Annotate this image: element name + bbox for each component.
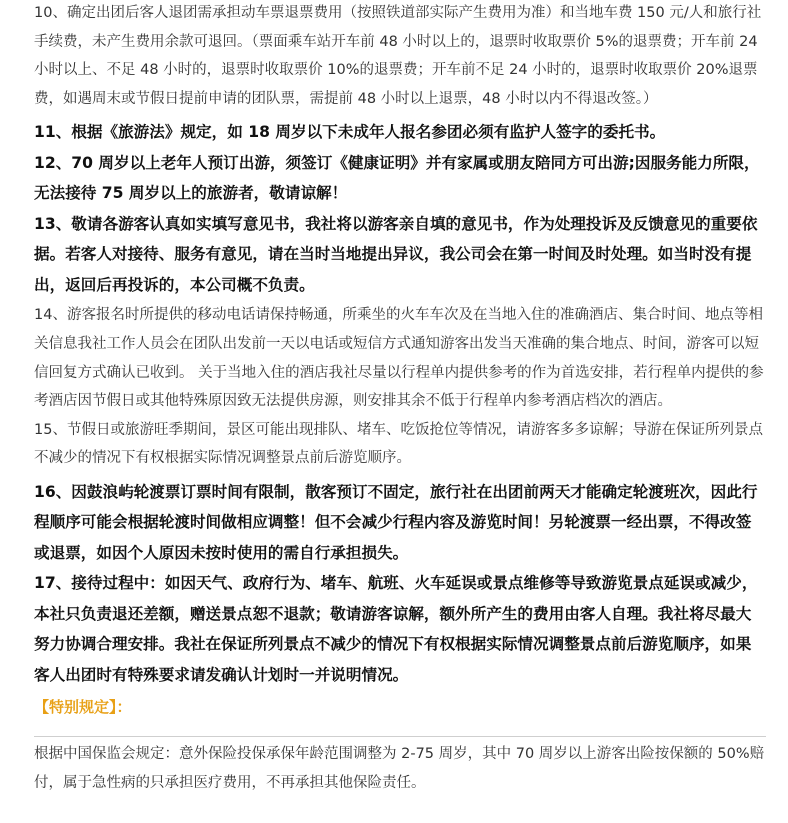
section-divider xyxy=(34,736,766,737)
clause-13: 13、敬请各游客认真如实填写意见书，我社将以游客亲自填的意见书，作为处理投诉及反馈意见的重要依据。若客人对接待、服务有意见，请在当时当地提出异议，我公司会在第一时间及时处理。如当时没有提出，返回后再投诉的，本公司概不负责。 xyxy=(34,214,758,294)
special-rules-heading: 【特别规定】： xyxy=(34,698,132,717)
clause-14: 14、游客报名时所提供的移动电话请保持畅通，所乘坐的火车车次及在当地入住的准确酒店、集合时间、地点等相关信息我社工作人员会在团队出发前一天以电话或短信方式通知游客出发当天准确的集合地点、时间，游客可以短信回复方式确认已收到。 关于当地入住的酒店我社尽量以行程单内提供参考的作为首选安排，若行程单内提供的参考酒店因节假日或其他特殊原因致无法提供房源，则安排其余不低于行程单内参考酒店档次的酒店。 xyxy=(34,307,764,410)
clause-17: 17、接待过程中：如因天气、政府行为、堵车、航班、火车延误或景点维修等导致游览景点延误或减少，本社只负责退还差额，赠送景点恕不退款；敬请游客谅解，额外所产生的费用由客人自理。我社将尽最大努力协调合理安排。我社在保证所列景点不减少的情况下有权根据实际情况调整景点前后游览顺序，如果客人出团时有特殊要求请发确认计划时一并说明情况。 xyxy=(34,574,758,684)
insurance-rule: 根据中国保监会规定：意外保险投保承保年龄范围调整为 2-75 周岁，其中 70 周岁以上游客出险按保额的 50%赔付，属于急性病的只承担医疗费用，不再承担其他保险责任。 xyxy=(34,746,765,792)
clause-16: 16、因鼓浪屿轮渡票订票时间有限制，散客预订不固定，旅行社在出团前两天才能确定轮渡班次，因此行程顺序可能会根据轮渡时间做相应调整！但不会减少行程内容及游览时间！另轮渡票一经出票，不得改签或退票，如因个人原因未按时使用的需自行承担损失。 xyxy=(34,482,758,562)
clause-12: 12、70 周岁以上老年人预订出游，须签订《健康证明》并有家属或朋友陪同方可出游;因服务能力所限，无法接待 75 周岁以上的旅游者，敬请谅解！ xyxy=(34,153,760,203)
clause-11: 11、根据《旅游法》规定，如 18 周岁以下未成年人报名参团必须有监护人签字的委托书。 xyxy=(34,123,666,142)
clause-15: 15、节假日或旅游旺季期间，景区可能出现排队、堵车、吃饭抢位等情况，请游客多多谅解；导游在保证所列景点不减少的情况下有权根据实际情况调整景点前后游览顺序。 xyxy=(34,421,763,467)
clause-10: 10、确定出团后客人退团需承担动车票退票费用（按照铁道部实际产生费用为准）和当地车费 150 元/人和旅行社手续费，未产生费用余款可退回。（票面乘车站开车前 48 小时以上的，退票时收取票价 5%的退票费；开车前 24 小时以上、不足 48 小时的，退票时收取票价 10%的退票费；开车前不足 24 小时的，退票时收取票价 20%退票费，如遇周末或节假日提前申请的团队票，需提前 48 小时以上退票，48 小时以内不得退改签。） xyxy=(34,5,762,107)
